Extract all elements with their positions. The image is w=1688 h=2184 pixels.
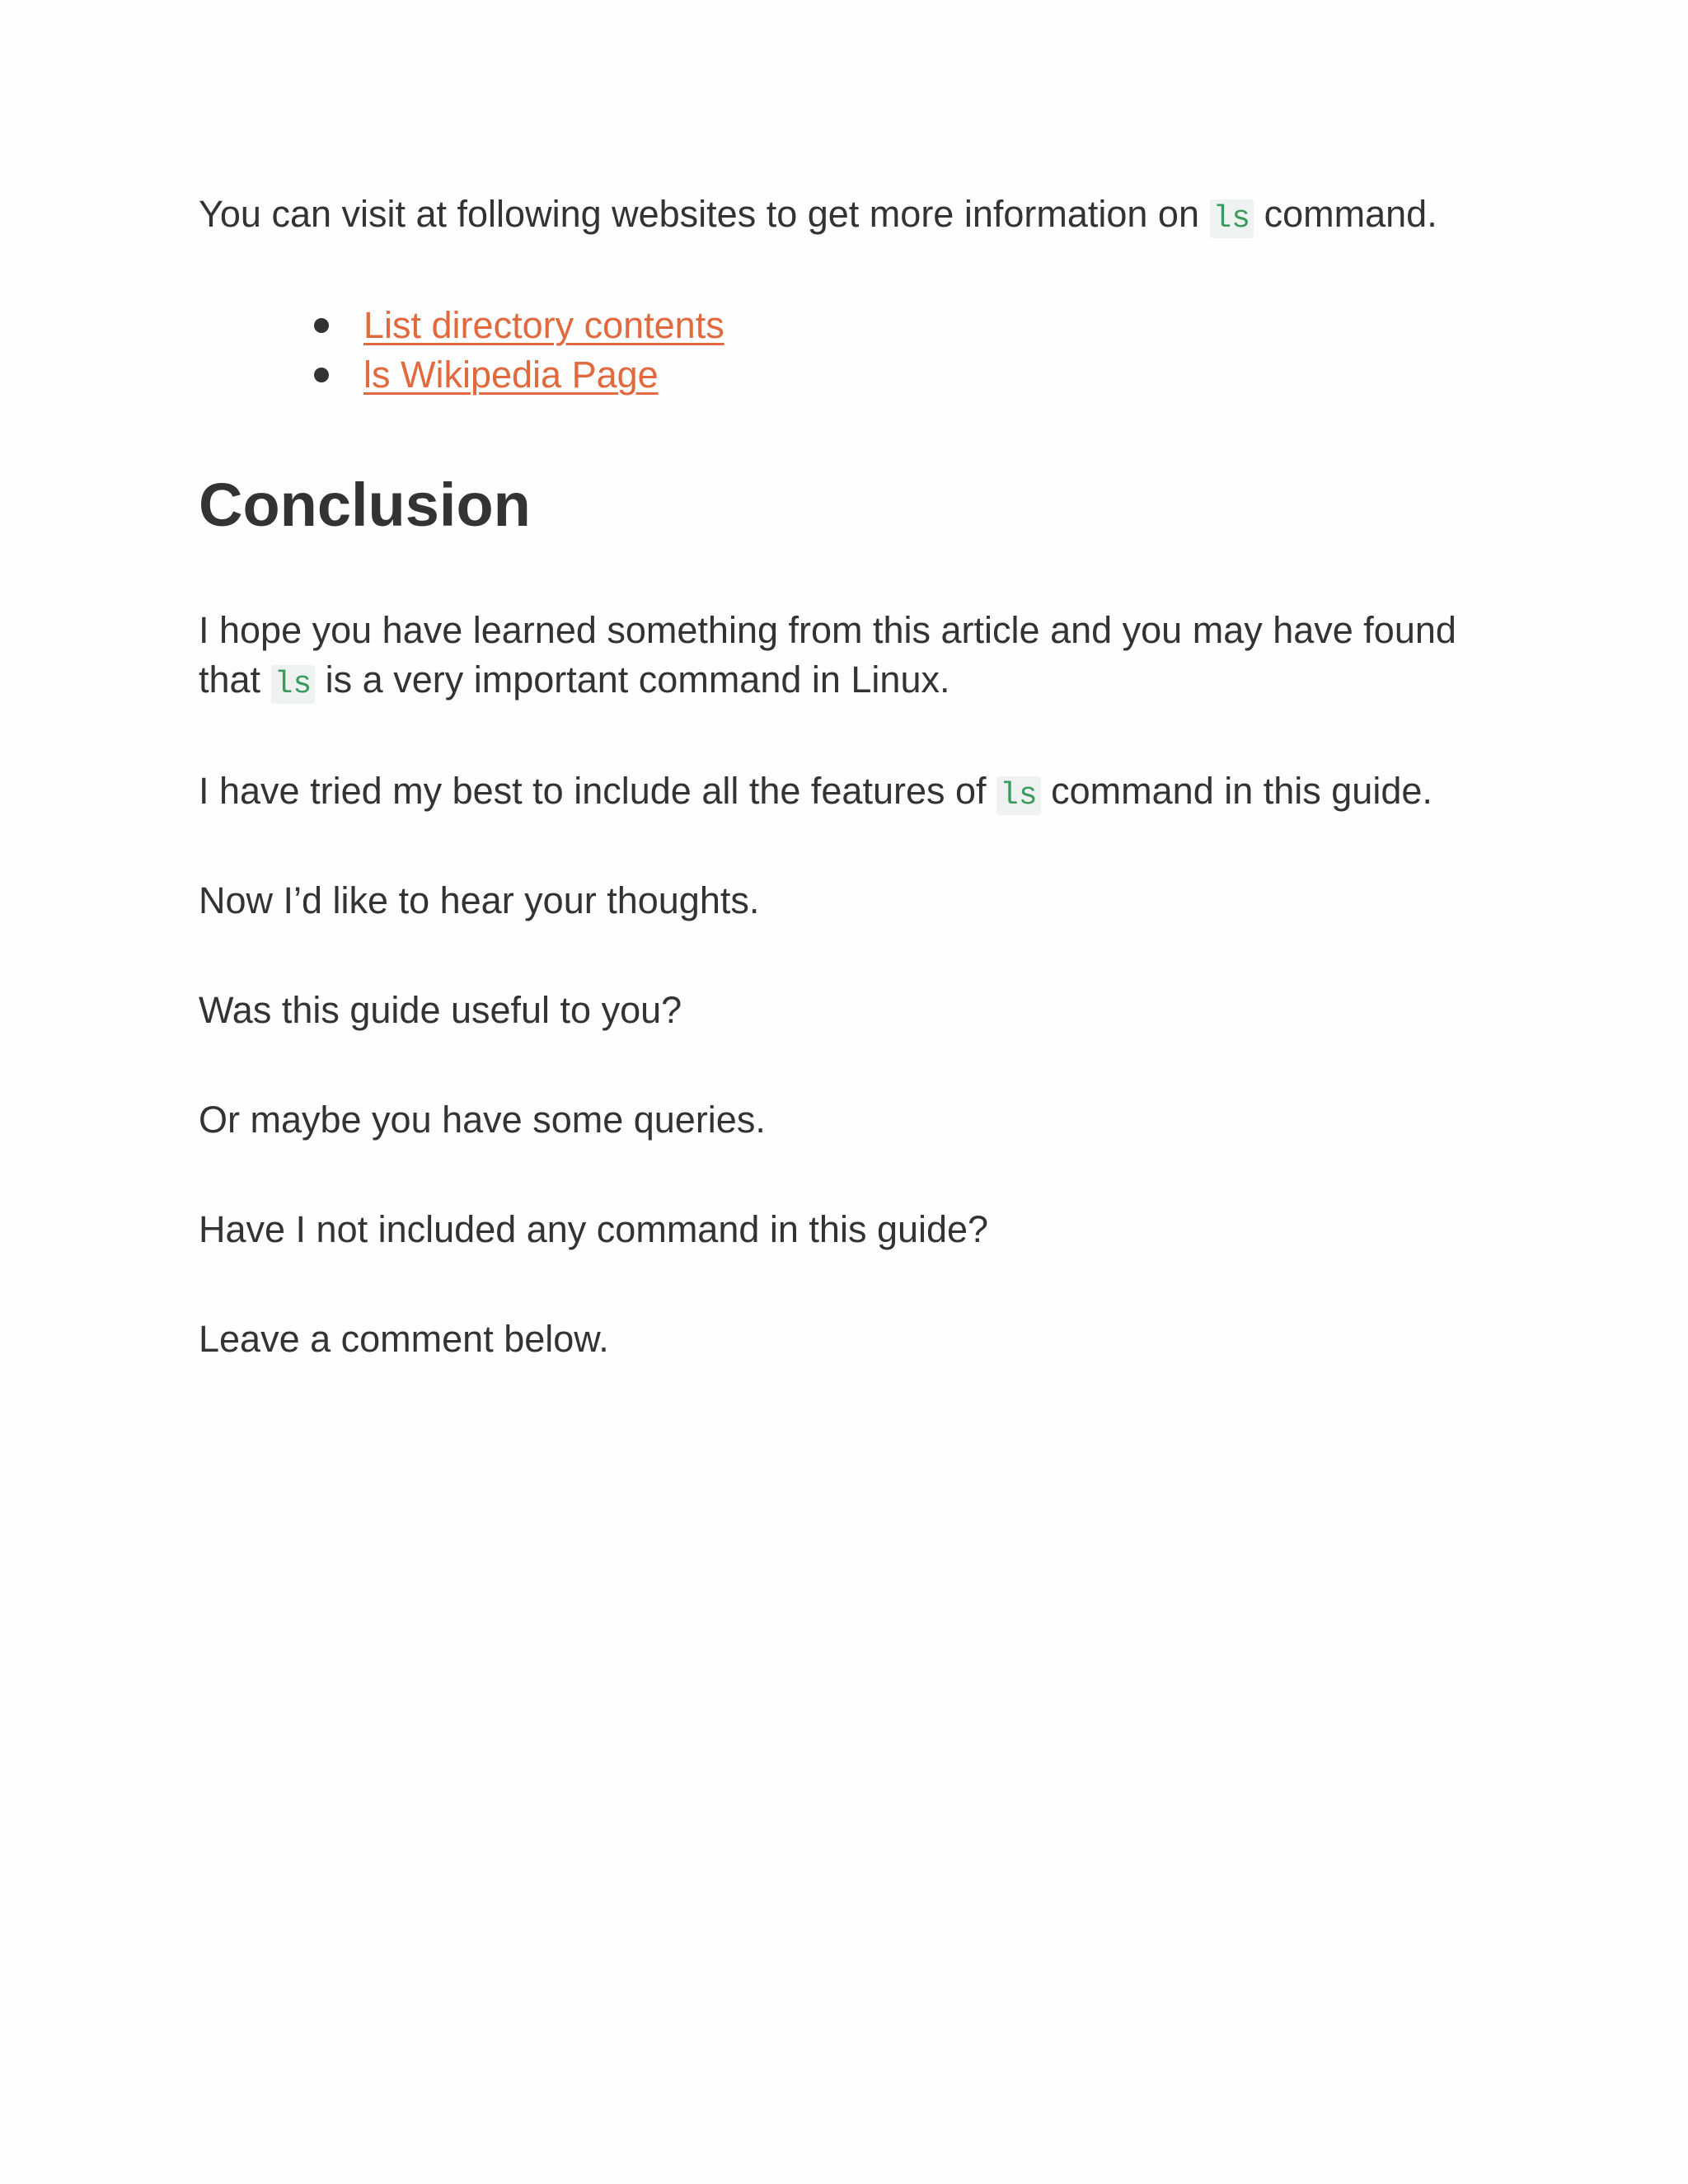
conclusion-heading: Conclusion (199, 471, 531, 539)
intro-paragraph (199, 190, 1437, 244)
para1-text-before: that (199, 658, 271, 701)
para2-text-before: I have tried my best to include all the features of (199, 770, 997, 812)
conclusion-paragraph-3: Now I’d like to hear your thoughts. (199, 879, 760, 921)
inline-code: ls (1210, 199, 1254, 238)
list-item (363, 350, 724, 400)
link-ls-wikipedia-page[interactable]: ls Wikipedia Page (363, 354, 659, 396)
inline-code: ls (996, 776, 1041, 815)
conclusion-paragraph-6: Have I not included any command in this guide? (199, 1208, 989, 1250)
conclusion-paragraph-1-line-2 (199, 655, 1456, 710)
conclusion-paragraph-5: Or maybe you have some queries. (199, 1099, 766, 1141)
resource-link-list (363, 301, 724, 400)
para1-text-after: is a very important command in Linux. (315, 658, 950, 701)
conclusion-paragraph-1-line-1: I hope you have learned something from this article and you may have found (199, 609, 1456, 651)
intro-text-after: command. (1254, 193, 1437, 235)
conclusion-paragraph-2 (199, 766, 1432, 821)
inline-code: ls (271, 665, 316, 704)
conclusion-paragraph-1 (199, 606, 1456, 710)
bullet-icon (314, 368, 329, 382)
para2-text-after: command in this guide. (1040, 770, 1432, 812)
bullet-icon (314, 318, 329, 333)
intro-text-before: You can visit at following websites to get more information on (199, 193, 1210, 235)
conclusion-paragraph-7: Leave a comment below. (199, 1318, 609, 1360)
conclusion-paragraph-4: Was this guide useful to you? (199, 989, 682, 1031)
list-item (363, 301, 724, 350)
link-list-directory-contents[interactable]: List directory contents (363, 304, 724, 346)
